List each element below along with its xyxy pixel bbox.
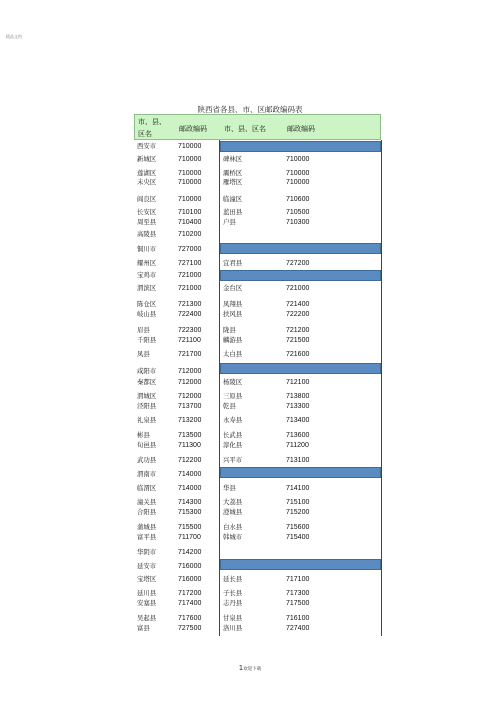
- row-left-code: 713700: [178, 403, 202, 410]
- row-left-code: 721300: [178, 301, 202, 308]
- header-right-name: 市、县、区名: [224, 125, 266, 133]
- table-row: [134, 614, 381, 623]
- row-right-name: 杨陵区: [223, 378, 243, 386]
- row-right-code: 727400: [286, 625, 310, 632]
- row-right-name: 志丹县: [223, 599, 243, 607]
- table-row: [134, 392, 381, 401]
- row-left-name: 未央区: [137, 178, 157, 186]
- row-right-code: 721200: [286, 327, 310, 334]
- row-left-code: 712200: [178, 457, 202, 464]
- row-left-code: 716000: [178, 563, 202, 570]
- row-left-name: 周至县: [137, 218, 157, 226]
- row-right-code: 710300: [286, 219, 310, 226]
- row-right-code: 717300: [286, 590, 310, 597]
- table-row: [134, 195, 381, 204]
- row-right-name: 大荔县: [223, 498, 243, 506]
- row-left-code: 721000: [178, 272, 202, 279]
- row-left-name: 渭滨区: [137, 284, 157, 292]
- row-right-code: 713400: [286, 417, 310, 424]
- row-right-code: 715400: [286, 534, 310, 541]
- row-right-name: 韩城市: [223, 533, 243, 541]
- row-left-code: 717600: [178, 615, 202, 622]
- table-row: [134, 155, 381, 164]
- row-left-name: 高陵县: [137, 230, 157, 238]
- row-left-code: 714000: [178, 485, 202, 492]
- row-right-code: 712100: [286, 379, 310, 386]
- table-row: [134, 523, 381, 532]
- row-left-name: 咸阳市: [137, 367, 157, 375]
- table-row: [134, 484, 381, 493]
- table-row: [134, 336, 381, 345]
- table-row: [134, 416, 381, 425]
- document-title: 陕西省各县、市、区邮政编码表: [197, 105, 303, 114]
- row-right-name: 子长县: [223, 589, 243, 597]
- row-left-name: 铜川市: [137, 245, 157, 253]
- table-row: [134, 402, 381, 411]
- row-left-code: 727100: [178, 260, 202, 267]
- row-left-name: 临渭区: [137, 484, 157, 492]
- page-number: 1: [238, 664, 244, 672]
- row-left-name: 富平县: [137, 533, 157, 541]
- row-left-code: 710000: [178, 156, 202, 163]
- row-left-code: 714000: [178, 471, 202, 478]
- row-right-code: 714100: [286, 485, 310, 492]
- row-left-name: 陈仓区: [137, 300, 157, 308]
- table-row: [134, 456, 381, 465]
- row-left-code: 710100: [178, 209, 202, 216]
- row-left-code: 711700: [178, 534, 201, 541]
- row-right-name: 金台区: [223, 284, 243, 292]
- row-right-code: 717500: [286, 600, 310, 607]
- row-right-code: 710000: [286, 170, 310, 177]
- row-right-name: 户县: [223, 218, 236, 226]
- table-row: [134, 367, 381, 376]
- row-left-code: 727500: [178, 625, 202, 632]
- row-left-name: 宝塔区: [137, 575, 157, 583]
- table-row: [134, 548, 381, 557]
- row-right-name: 洛川县: [223, 624, 243, 632]
- row-right-name: 麟游县: [223, 336, 243, 344]
- row-right-name: 凤翔县: [223, 300, 243, 308]
- row-right-name: 蓝田县: [223, 208, 243, 216]
- row-right-name: 甘泉县: [223, 614, 243, 622]
- row-left-name: 蒲城县: [137, 523, 157, 531]
- row-right-code: 713800: [286, 393, 310, 400]
- table-row: [134, 208, 381, 217]
- row-left-name: 合阳县: [137, 508, 157, 516]
- table-header: [134, 114, 381, 140]
- row-left-code: 710400: [178, 219, 202, 226]
- row-left-name: 长安区: [137, 208, 157, 216]
- row-right-name: 白水县: [223, 523, 243, 531]
- row-right-name: 延长县: [223, 575, 243, 583]
- row-left-code: 715500: [178, 524, 202, 531]
- header-right-code: 邮政编码: [287, 125, 315, 133]
- row-left-name: 莲湖区: [137, 169, 157, 177]
- row-left-name: 安塞县: [137, 599, 157, 607]
- table-row: [134, 245, 381, 254]
- table-row: [134, 142, 381, 151]
- row-left-code: 717400: [178, 600, 202, 607]
- row-right-code: 717100: [286, 576, 310, 583]
- row-left-name: 富县: [137, 624, 150, 632]
- row-right-code: 715100: [286, 499, 310, 506]
- row-right-name: 灞桥区: [223, 169, 243, 177]
- row-left-name: 岐山县: [137, 310, 157, 318]
- table-row: [134, 284, 381, 293]
- row-left-code: 712000: [178, 368, 202, 375]
- row-left-code: 710000: [178, 196, 202, 203]
- table-row: [134, 300, 381, 309]
- row-right-name: 扶风县: [223, 310, 243, 318]
- row-left-code: 721000: [178, 285, 202, 292]
- row-left-code: 711300: [178, 442, 201, 449]
- table-row: [134, 230, 381, 239]
- postal-code-table: [134, 114, 381, 636]
- row-left-name: 泾阳县: [137, 402, 157, 410]
- row-left-code: 710000: [178, 170, 202, 177]
- row-right-name: 雁塔区: [223, 178, 243, 186]
- row-left-name: 眉县: [137, 326, 150, 334]
- table-row: [134, 326, 381, 335]
- row-right-name: 太白县: [223, 350, 243, 358]
- row-right-code: 713300: [286, 403, 310, 410]
- row-right-name: 澄城县: [223, 508, 243, 516]
- row-left-code: 713500: [178, 432, 202, 439]
- table-row: [134, 218, 381, 227]
- row-left-name: 彬县: [137, 431, 150, 439]
- table-row: [134, 259, 381, 268]
- table-row: [134, 169, 381, 178]
- row-right-code: 710600: [286, 196, 310, 203]
- row-right-code: 721000: [286, 285, 310, 292]
- row-right-code: 721500: [286, 337, 310, 344]
- table-row: [134, 589, 381, 598]
- row-left-name: 延安市: [137, 562, 157, 570]
- row-left-code: 721100: [178, 337, 201, 344]
- row-left-name: 华阴市: [137, 548, 157, 556]
- row-left-code: 722400: [178, 311, 202, 318]
- row-left-name: 渭南市: [137, 470, 157, 478]
- row-left-code: 710200: [178, 231, 202, 238]
- row-left-name: 新城区: [137, 155, 157, 163]
- row-left-code: 714300: [178, 499, 202, 506]
- row-left-code: 722300: [178, 327, 202, 334]
- header-left-name-line2: 区名: [138, 130, 152, 138]
- row-right-code: 716100: [286, 615, 310, 622]
- row-left-name: 武功县: [137, 456, 157, 464]
- table-row: [134, 624, 381, 633]
- row-left-name: 凤县: [137, 350, 150, 358]
- row-left-code: 712000: [178, 393, 202, 400]
- row-right-name: 长武县: [223, 431, 243, 439]
- header-left-name-line1: 市、县、: [138, 118, 166, 126]
- row-right-code: 710000: [286, 179, 310, 186]
- row-right-name: 临潼区: [223, 195, 243, 203]
- table-row: [134, 441, 381, 450]
- table-row: [134, 575, 381, 584]
- table-row: [134, 508, 381, 517]
- footer-text: 欢迎下载: [243, 667, 262, 672]
- row-right-name: 宜君县: [223, 259, 243, 267]
- row-left-name: 吴起县: [137, 614, 157, 622]
- row-left-name: 旬邑县: [137, 441, 157, 449]
- row-right-code: 722200: [286, 311, 310, 318]
- table-row: [134, 470, 381, 479]
- row-left-name: 渭城区: [137, 392, 157, 400]
- header-left-code: 邮政编码: [179, 125, 207, 133]
- row-left-name: 宝鸡市: [137, 271, 157, 279]
- table-row: [134, 378, 381, 387]
- row-right-code: 710000: [286, 156, 310, 163]
- row-left-name: 潼关县: [137, 498, 157, 506]
- row-left-name: 礼泉县: [137, 416, 157, 424]
- row-right-name: 淳化县: [223, 441, 243, 449]
- row-right-code: 721400: [286, 301, 310, 308]
- row-right-name: 乾县: [223, 402, 236, 410]
- row-left-name: 耀州区: [137, 259, 157, 267]
- row-right-name: 兴平市: [223, 456, 243, 464]
- row-right-name: 碑林区: [223, 155, 243, 163]
- row-left-name: 延川县: [137, 589, 157, 597]
- table-row: [134, 599, 381, 608]
- table-row: [134, 498, 381, 507]
- row-right-code: 711200: [286, 442, 309, 449]
- row-left-code: 710000: [178, 143, 202, 150]
- table-row: [134, 178, 381, 187]
- row-left-name: 阎良区: [137, 195, 157, 203]
- row-left-code: 716000: [178, 576, 202, 583]
- row-left-code: 717200: [178, 590, 202, 597]
- row-right-code: 721600: [286, 351, 310, 358]
- watermark-text: 精品文档: [6, 34, 22, 39]
- table-right-edge: [381, 140, 382, 636]
- row-left-code: 712000: [178, 379, 202, 386]
- row-left-code: 721700: [178, 351, 202, 358]
- row-left-name: 千阳县: [137, 336, 157, 344]
- table-row: [134, 350, 381, 359]
- row-right-name: 华县: [223, 484, 236, 492]
- row-right-code: 715600: [286, 524, 310, 531]
- row-right-name: 永寿县: [223, 416, 243, 424]
- table-row: [134, 533, 381, 542]
- row-right-code: 710500: [286, 209, 310, 216]
- table-row: [134, 271, 381, 280]
- row-left-name: 西安市: [137, 142, 157, 150]
- row-left-code: 714200: [178, 549, 202, 556]
- row-right-name: 三原县: [223, 392, 243, 400]
- row-left-code: 713200: [178, 417, 202, 424]
- row-right-code: 727200: [286, 260, 310, 267]
- row-left-code: 727000: [178, 246, 202, 253]
- row-left-code: 710000: [178, 179, 202, 186]
- row-right-code: 715200: [286, 509, 310, 516]
- table-row: [134, 431, 381, 440]
- row-right-code: 713600: [286, 432, 310, 439]
- row-right-code: 713100: [286, 457, 310, 464]
- row-right-name: 陇县: [223, 326, 236, 334]
- table-row: [134, 310, 381, 319]
- row-left-code: 715300: [178, 509, 202, 516]
- row-left-name: 秦都区: [137, 378, 157, 386]
- table-row: [134, 562, 381, 571]
- page-footer: [0, 664, 500, 672]
